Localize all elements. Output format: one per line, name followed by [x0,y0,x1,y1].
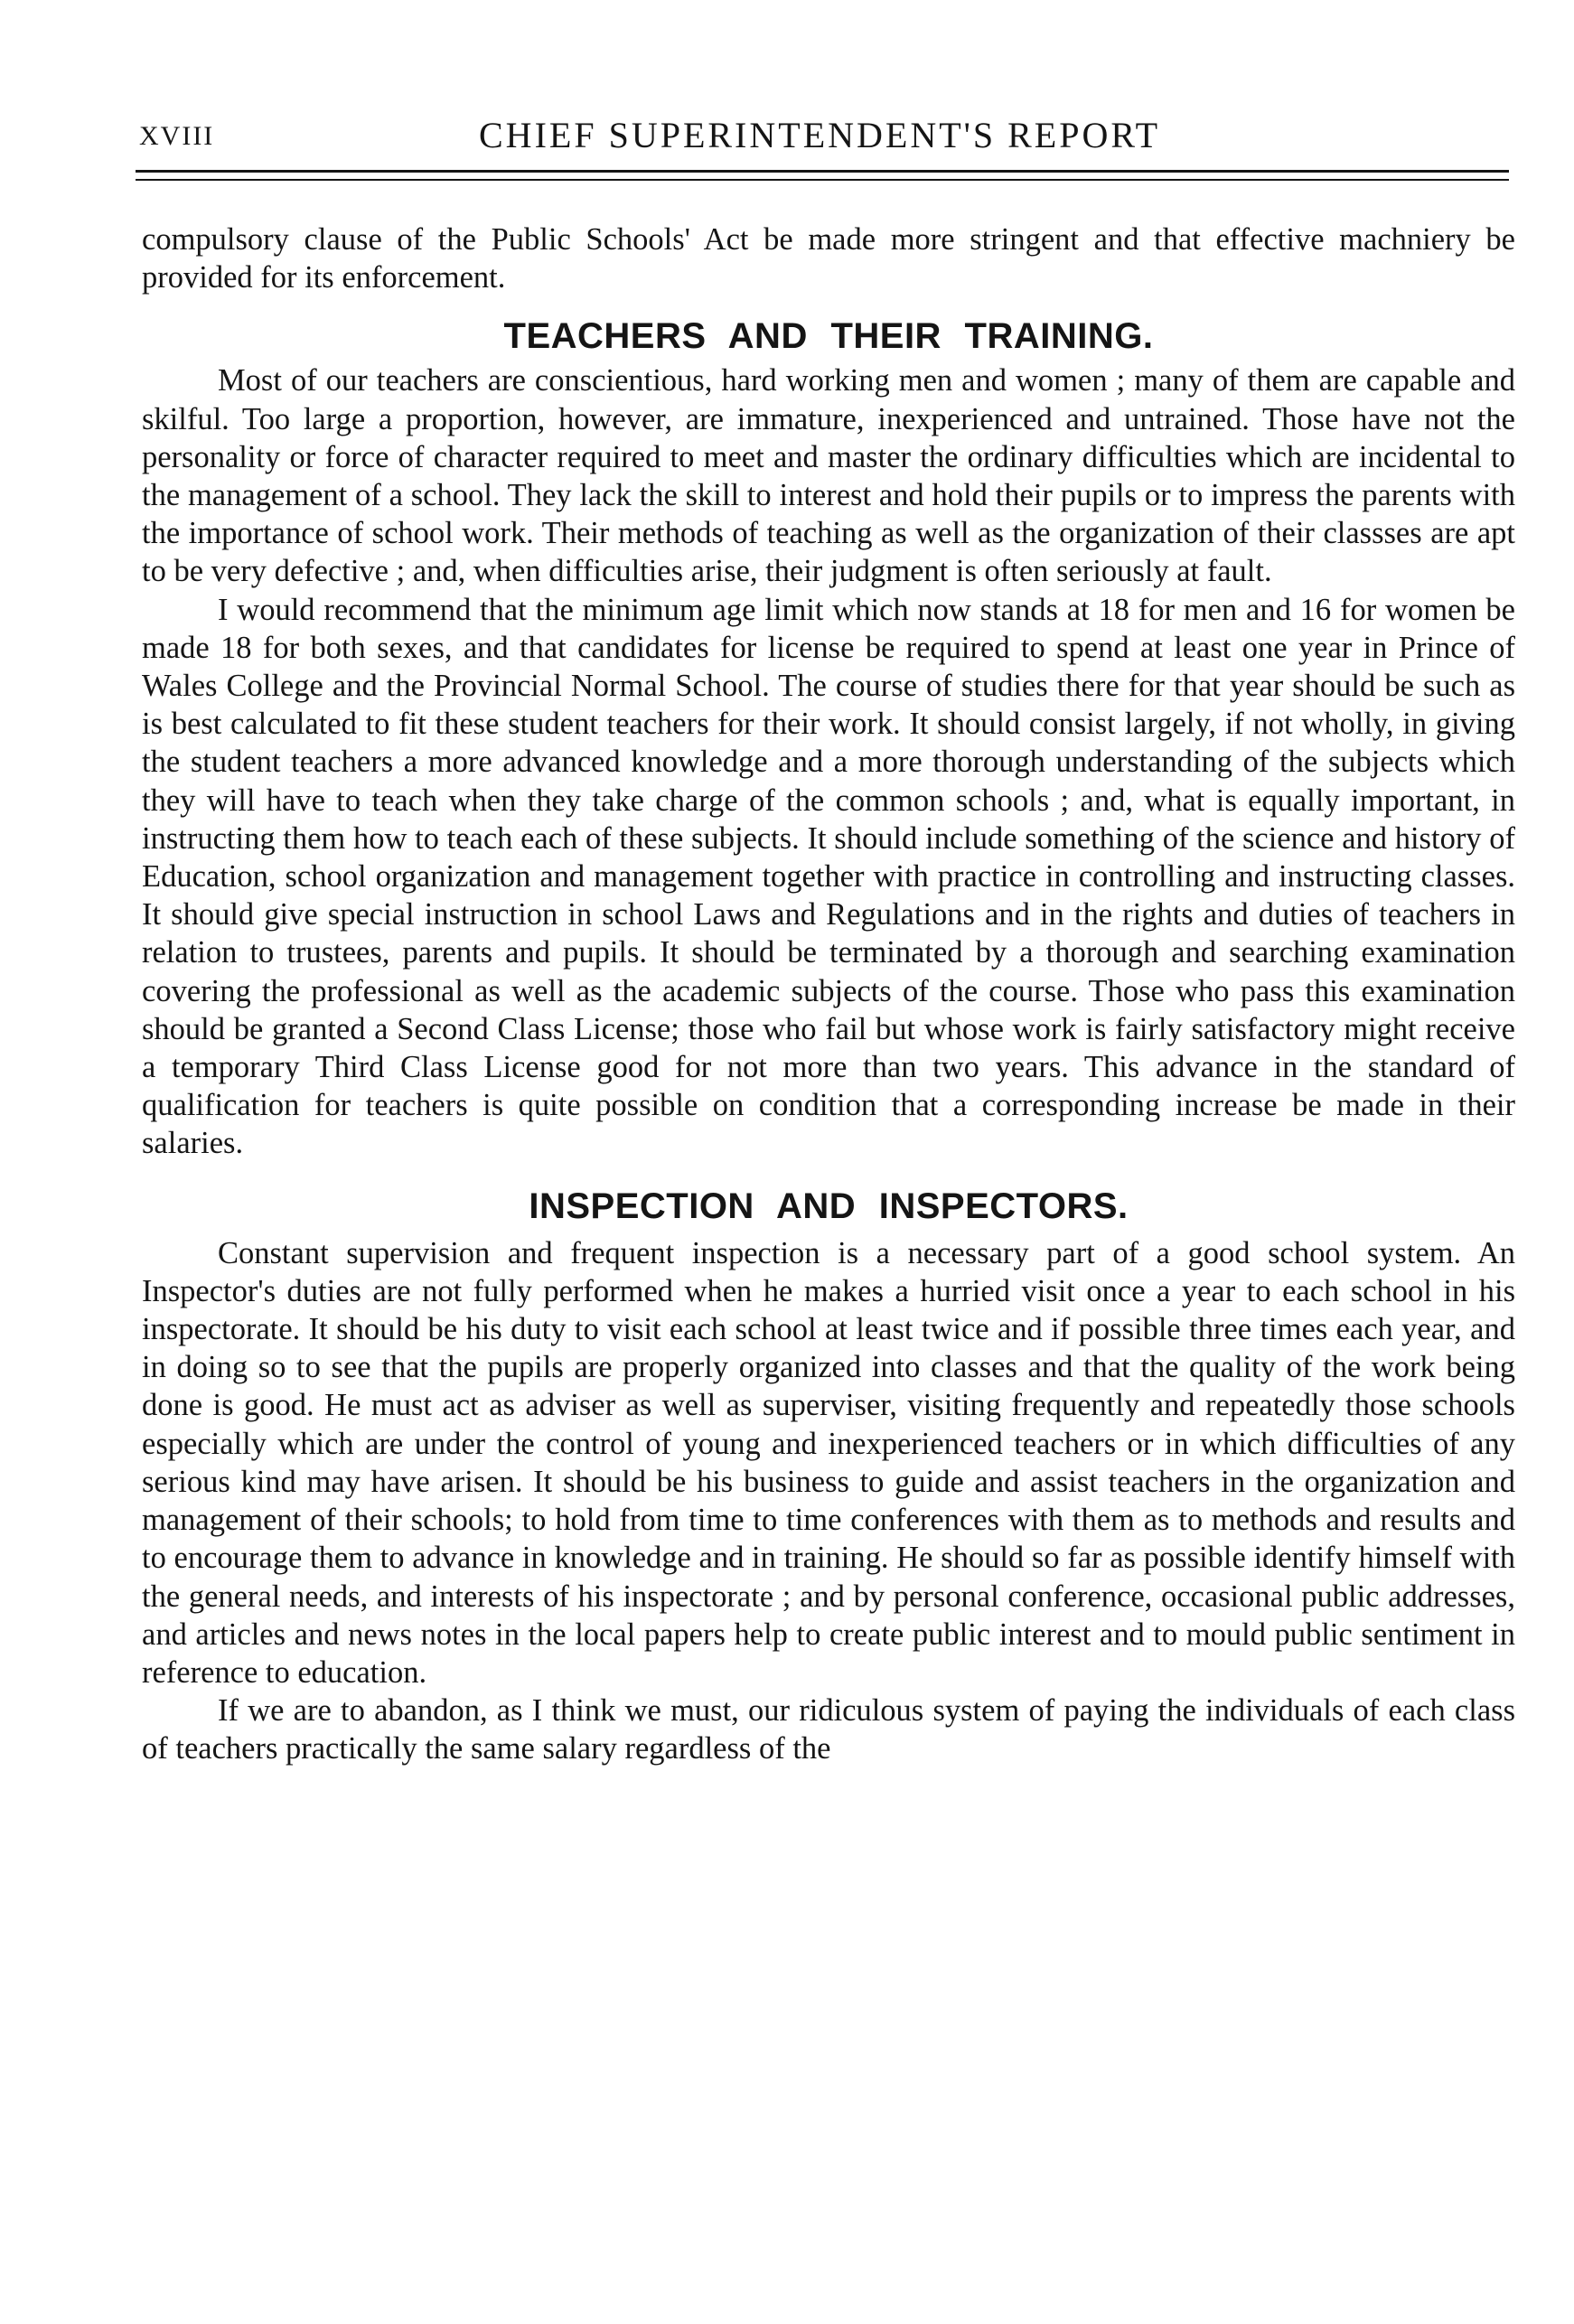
running-head [136,110,1509,164]
section-heading-teachers: TEACHERS AND THEIR TRAINING. [503,316,1154,357]
inspection-paragraph-2: If we are to abandon, as I think we must, our ridiculous system of paying the individuals of each class of teachers practically the same salary regardless of the [142,1693,1515,1766]
body-text [142,220,1515,1768]
page-number: XVIII [139,121,215,151]
header-rule-thin [136,179,1509,181]
running-title: CHIEF SUPERINTENDENT'S REPORT [479,115,1161,155]
intro-paragraph: compulsory clause of the Public Schools' Act be made more stringent and that effective machniery be provided for its enforcement. [142,222,1515,295]
teachers-paragraph-2: I would recommend that the minimum age limit which now stands at 18 for men and 16 for women be made 18 for both sexes, and that candidates for license be required to spend at least one year in Prince of Wales College and the Provincial Normal School. The course of studies there for that year should be such as is best calculated to fit these student teachers for their work. It should consist largely, if not wholly, in giving the student teachers a more advanced knowledge and a more thorough understanding of the subjects which they will have to teach when they take charge of the common schools ; and, what is equally important, in instructing them how to teach each of these subjects. It should include something of the science and history of Education, school organization and management together with practice in controlling and instructing classes. It should give special instruction in school Laws and Regulations and in the rights and duties of teachers in relation to trustees, parents and pupils. It should be terminated by a thorough and searching examination covering the professional as well as the academic subjects of the course. Those who pass this examination should be granted a Second Class License; those who fail but whose work is fairly satisfactory might receive a temporary Third Class License good for not more than two years. This advance in the standard of qualification for teachers is quite possible on condition that a corresponding increase be made in their salaries. [142,592,1515,1161]
header-rule-thick [136,170,1509,173]
teachers-paragraph-1: Most of our teachers are conscientious, hard working men and women ; many of them are capable and skilful. Too large a proportion, however, are immature, inexperienced and untrained. Those have not the personality or force of character required to meet and master the ordinary difficulties which are incidental to the management of a school. They lack the skill to interest and hold their pupils or to impress the parents with the importance of school work. Their methods of teaching as well as the organization of their classses are apt to be very defective ; and, when difficulties arise, their judgment is often seriously at fault. [142,363,1515,589]
section-heading-inspection: INSPECTION AND INSPECTORS. [529,1185,1129,1226]
inspection-paragraph-1: Constant supervision and frequent inspection is a necessary part of a good school system. An Inspector's duties are not fully performed when he makes a hurried visit once a year to each school in his inspectorate. It should be his duty to visit each school at least twice and if possible three times each year, and in doing so to see that the pupils are properly organized into classes and that the quality of the work being done is good. He must act as adviser as well as superviser, visiting frequently and repeatedly those schools especially which are under the control of young and inexperienced teachers or in which difficulties of any serious kind may have arisen. It should be his business to guide and assist teachers in the organization and management of their schools; to hold from time to time conferences with them as to methods and results and to encourage them to advance in knowledge and in training. He should so far as possible identify himself with the general needs, and interests of his inspectorate ; and by personal conference, occasional public addresses, and articles and news notes in the local papers help to create public interest and to mould public sentiment in reference to education. [142,1235,1515,1690]
